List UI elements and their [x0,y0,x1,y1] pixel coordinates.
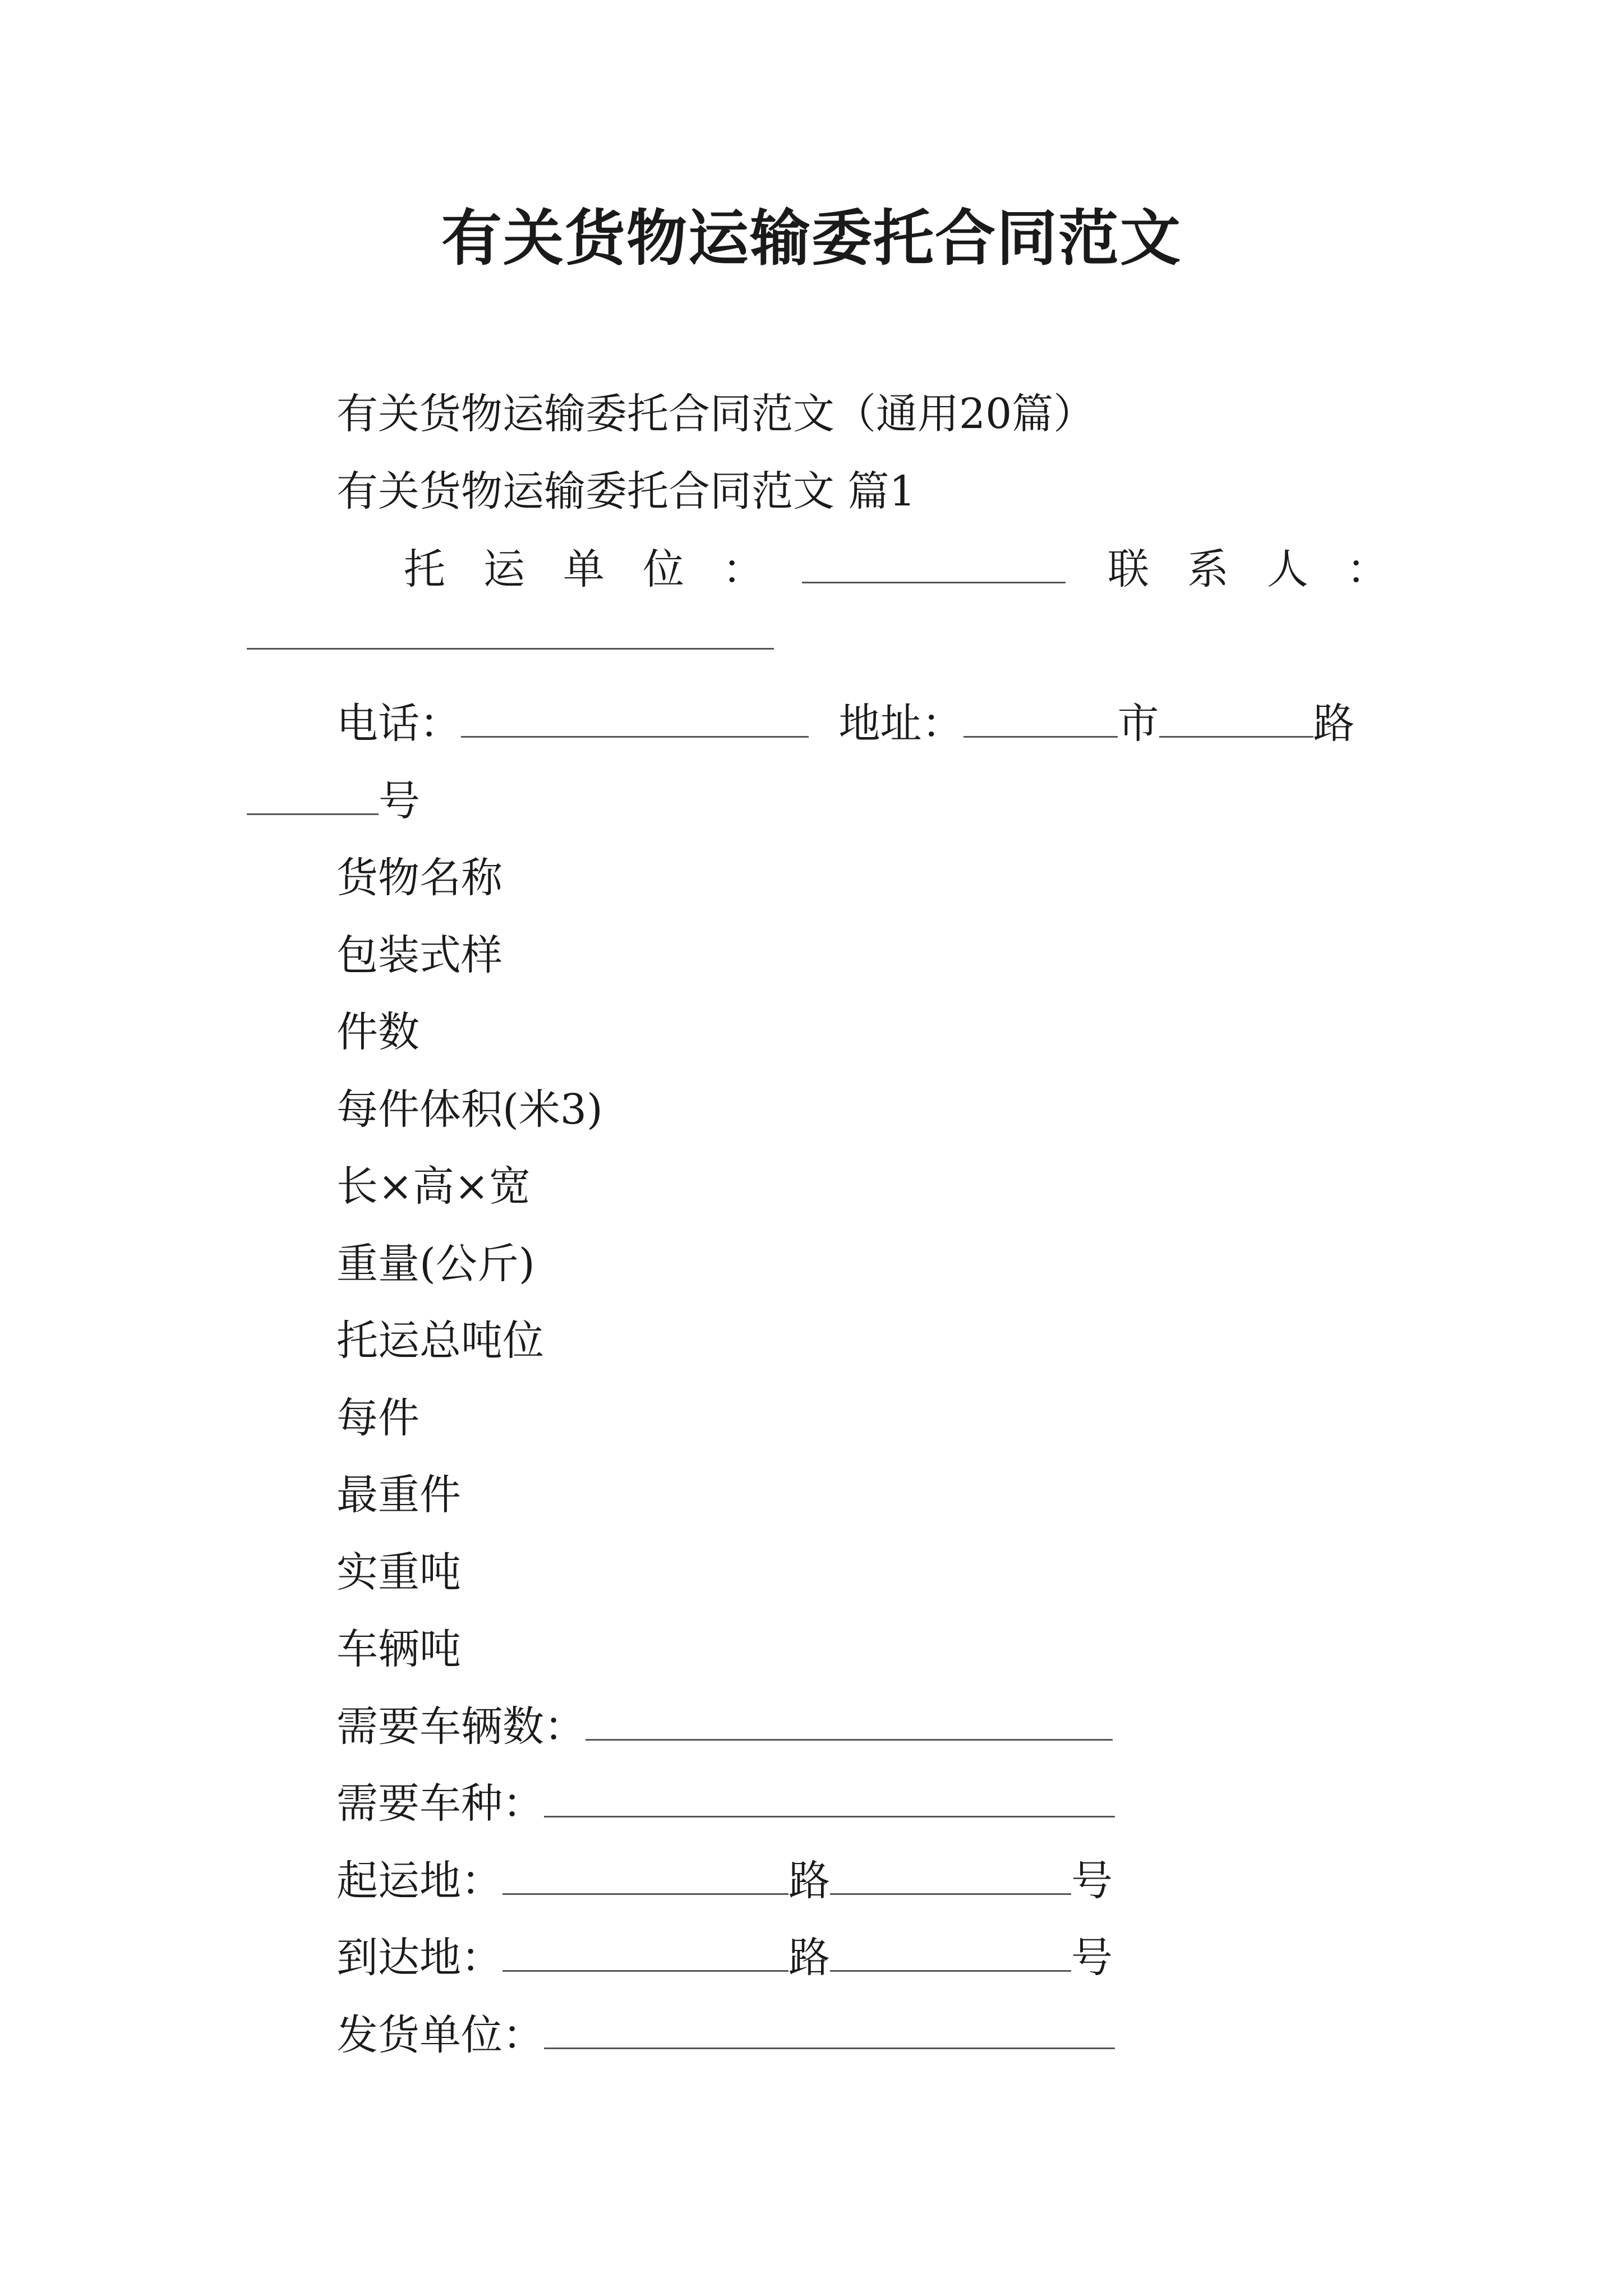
document-title: 有关货物运输委托合同范文 [441,203,1182,274]
phone-address-row [336,696,1355,752]
field-piece-count: 件数 [336,1008,419,1056]
contact-label: 联系人： [1108,545,1426,593]
road-suffix: 路 [1313,700,1355,748]
field-dimensions: 长×高×宽 [336,1162,531,1211]
origin-road-blank [830,1854,1071,1895]
shipper-label: 发货单位： [336,2011,544,2059]
field-heaviest-piece: 最重件 [336,1471,461,1519]
consignor-blank [802,542,1066,583]
destination-row [336,1930,1113,1986]
number-suffix: 号 [379,777,420,825]
vehicles-needed-label: 需要车辆数： [336,1703,585,1751]
document-subtitle: 有关货物运输委托合同范文（通用20篇） [336,390,1095,438]
destination-label: 到达地： [336,1934,502,1982]
address-road-blank [1159,697,1313,738]
shipper-row [336,2007,1115,2063]
origin-number-suffix: 号 [1071,1857,1113,1905]
contact-blank [247,648,774,650]
field-goods-name: 货物名称 [336,854,502,902]
consignor-row [404,541,1066,597]
phone-label: 电话： [336,700,461,748]
origin-road-suffix: 路 [789,1857,830,1905]
vehicles-needed-row [336,1699,1113,1755]
origin-label: 起运地： [336,1857,502,1905]
vehicle-type-blank [544,1777,1115,1818]
destination-blank [502,1931,789,1972]
address-label: 地址： [838,700,963,748]
phone-blank [461,697,809,738]
vehicle-type-row [336,1775,1115,1832]
field-total-tonnage: 托运总吨位 [336,1317,544,1365]
field-actual-tons: 实重吨 [336,1548,461,1596]
field-packaging: 包装式样 [336,931,502,979]
field-weight: 重量(公斤) [336,1240,535,1288]
vehicle-type-label: 需要车种： [336,1779,544,1828]
field-vehicle-tons: 车辆吨 [336,1625,461,1673]
address-city-blank [963,697,1118,738]
destination-road-suffix: 路 [789,1934,830,1982]
vehicles-needed-blank [585,1700,1113,1741]
consignor-label: 托运单位： [404,545,802,593]
city-suffix: 市 [1117,700,1159,748]
origin-row [336,1853,1113,1909]
origin-blank [502,1854,789,1895]
shipper-blank [544,2008,1115,2049]
destination-road-blank [830,1931,1071,1972]
field-piece-volume: 每件体积(米3) [336,1085,603,1134]
field-per-piece: 每件 [336,1394,419,1442]
destination-number-suffix: 号 [1071,1934,1113,1982]
address-number-row [247,773,420,829]
address-number-blank [247,774,379,815]
section-heading: 有关货物运输委托合同范文 篇1 [336,467,916,516]
contact-row [1108,541,1426,597]
